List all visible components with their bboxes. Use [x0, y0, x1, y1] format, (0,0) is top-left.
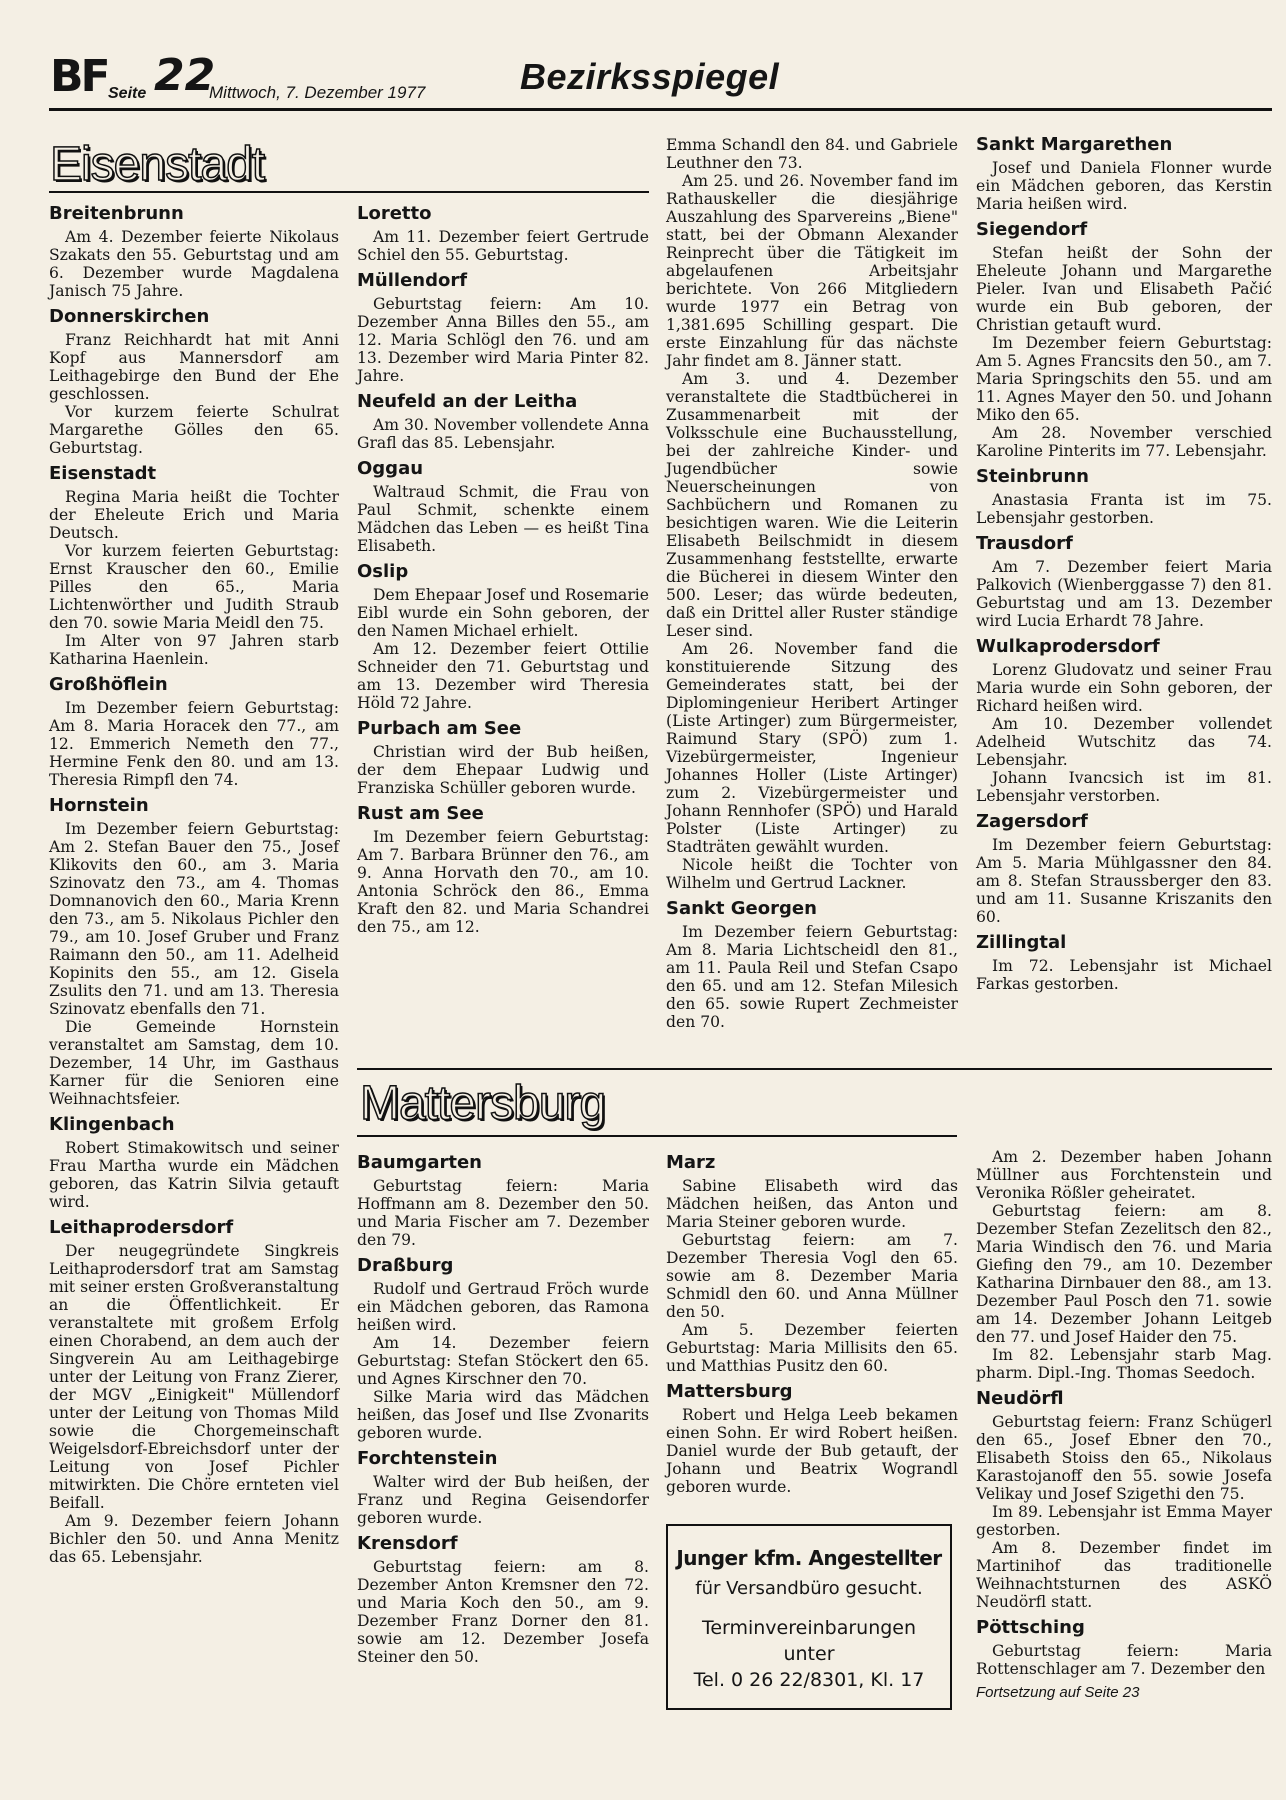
heading-sankt-margarethen: Sankt Margarethen: [976, 134, 1173, 155]
column-2: [357, 203, 649, 936]
paragraph: Im Dezember feiern Geburtstag: Am 2. Stefan Bauer den 75., Josef Klikovits den 60., am 3. Maria Szinovatz den 73., am 4. Thomas Domnanovich den 60., Maria Krenn den 73., am 5. Nikolaus Pichler den 79., am 10. Josef Gruber und Franz Raimann den 50., am 11. Adelheid Kopinits den 55., am 12. Gisela Zsulits den 71. und am 13. Theresia Szinovatz ebenfalls den 71.: [49, 820, 339, 1018]
paragraph: Am 7. Dezember feiert Maria Palkovich (Wienberggasse 7) den 81. Geburtstag und am 13. Dezember wird Lucia Erhardt 78 Jahre.: [976, 558, 1272, 630]
heading-steinbrunn: Steinbrunn: [976, 466, 1089, 487]
paragraph: Geburtstag feiern: am 7. Dezember Theresia Vogl den 65. sowie am 8. Dezember Maria Schmidl den 60. und Anna Müllner den 50.: [666, 1231, 958, 1321]
continuation-note: Fortsetzung auf Seite 23: [976, 1684, 1140, 1701]
paragraph: Johann Ivancsich ist im 81. Lebensjahr verstorben.: [976, 769, 1272, 805]
paragraph: Geburtstag feiern: Franz Schügerl den 65., Josef Ebner den 70., Elisabeth Stoiss den 65., Nikolaus Karastojanoff den 55. sowie Josefa Velikay und Josef Szigethi den 75.: [976, 1413, 1272, 1503]
paragraph: Im Dezember feiern Geburtstag: Am 7. Barbara Brünner den 76., am 9. Anna Horvath den 70., am 10. Antonia Schröck den 86., Emma Kraft den 82. und Maria Schandrei den 75., am 12.: [357, 828, 649, 936]
heading-leithaprodersdorf: Leithaprodersdorf: [49, 1217, 234, 1238]
paragraph: Robert Stimakowitsch und seiner Frau Martha wurde ein Mädchen geboren, das Katrin Silvia getauft wird.: [49, 1139, 339, 1211]
paragraph: Robert und Helga Leeb bekamen einen Sohn. Er wird Robert heißen. Daniel wurde der Bub getauft, der Johann und Beatrix Wograndl geboren wurde.: [666, 1406, 958, 1496]
heading-klingenbach: Klingenbach: [49, 1114, 175, 1135]
heading-purbach: Purbach am See: [357, 718, 522, 739]
heading-siegendorf: Siegendorf: [976, 219, 1088, 240]
heading-drassburg: Draßburg: [357, 1255, 454, 1276]
ad-headline: Junger kfm. Angestellter: [676, 1546, 942, 1570]
heading-muellendorf: Müllendorf: [357, 270, 468, 291]
eisenstadt-heading-rule: [49, 191, 649, 193]
classified-ad: [666, 1524, 952, 1710]
paragraph: Geburtstag feiern: Maria Hoffmann am 8. Dezember den 50. und Maria Fischer am 7. Dezember den 79.: [357, 1177, 649, 1249]
paragraph: Vor kurzem feierten Geburtstag: Ernst Krauscher den 60., Emilie Pilles den 65., Maria Lichtenwörther und Judith Straub den 70. sowie Maria Meidl den 75.: [49, 542, 339, 632]
paragraph: Dem Ehepaar Josef und Rosemarie Eibl wurde ein Sohn geboren, der den Namen Michael erhielt.: [357, 586, 649, 640]
paragraph: Im 89. Lebensjahr ist Emma Mayer gestorben.: [976, 1503, 1272, 1539]
paragraph: Am 30. November vollendete Anna Grafl das 85. Lebensjahr.: [357, 416, 649, 452]
heading-breitenbrunn: Breitenbrunn: [49, 203, 184, 224]
paragraph: Am 12. Dezember feiert Ottilie Schneider den 71. Geburtstag und am 13. Dezember wird Theresia Höld 72 Jahre.: [357, 640, 649, 712]
column-6: [666, 1152, 958, 1496]
heading-hornstein: Hornstein: [49, 795, 149, 816]
heading-trausdorf: Trausdorf: [976, 533, 1073, 554]
paragraph: Im 72. Lebensjahr ist Michael Farkas gestorben.: [976, 957, 1272, 993]
heading-zagersdorf: Zagersdorf: [976, 811, 1088, 832]
paragraph: Am 5. Dezember feierten Geburtstag: Maria Millisits den 65. und Matthias Pusitz den 60.: [666, 1321, 958, 1375]
heading-grosshoeflein: Großhöflein: [49, 674, 168, 695]
paragraph: Im 82. Lebensjahr starb Mag. pharm. Dipl.-Ing. Thomas Seedoch.: [976, 1346, 1272, 1382]
heading-sankt-georgen: Sankt Georgen: [666, 898, 817, 919]
ad-contact-label: Terminvereinbarungen: [701, 1617, 917, 1639]
paragraph: Am 10. Dezember vollendet Adelheid Wutschitz das 74. Lebensjahr.: [976, 715, 1272, 769]
heading-rust: Rust am See: [357, 803, 484, 824]
heading-oggau: Oggau: [357, 458, 424, 479]
page-label: Seite: [108, 85, 147, 102]
section-title: Bezirksspiegel: [520, 56, 780, 97]
paragraph: Am 2. Dezember haben Johann Müllner aus Forchtenstein und Veronika Rößler geheiratet.: [976, 1148, 1272, 1202]
section-heading-eisenstadt: Eisenstadt: [50, 138, 265, 191]
paragraph: Geburtstag feiern: Am 10. Dezember Anna Billes den 55., am 12. Maria Schlögl den 76. und am 13. Dezember wird Maria Pinter 82. Jahre.: [357, 295, 649, 385]
paragraph: Am 3. und 4. Dezember veranstaltete die Stadtbücherei in Zusammenarbeit mit der Volksschule eine Buchausstellung, bei der zahlreiche Kinder- und Jugendbücher sowie Neuerscheinungen von Sachbüchern und Romanen zu besichtigen waren. Wie die Leiterin Elisabeth Beilschmidt in diesem Zusammenhang feststellte, erwarte die Bücherei in diesem Winter den 500. Leser; das würde bedeuten, daß ein Drittel aller Ruster ständige Leser sind.: [666, 370, 958, 640]
paragraph: Der neugegründete Singkreis Leithaprodersdorf trat am Samstag mit seiner ersten Großveranstaltung an die Öffentlichkeit. Er veranstaltete mit großem Erfolg einen Chorabend, an dem auch der Singverein Au am Leithagebirge unter der Leitung von Franz Zierer, der MGV „Einigkeit" Müllendorf unter der Leitung von Thomas Mild sowie die Chorgemeinschaft Weigelsdorf-Ebreichsdorf unter der Leitung von Josef Pichler mitwirkten. Die Chöre ernteten viel Beifall.: [49, 1242, 339, 1512]
paragraph: Sabine Elisabeth wird das Mädchen heißen, das Anton und Maria Steiner geboren wurde.: [666, 1177, 958, 1231]
column-4: [976, 134, 1272, 993]
masthead-brand: BF: [50, 51, 108, 102]
heading-zillingtal: Zillingtal: [976, 932, 1067, 953]
paragraph: Vor kurzem feierte Schulrat Margarethe Gölles den 65. Geburtstag.: [49, 403, 339, 457]
column-1: [49, 203, 339, 1566]
paragraph: Geburtstag feiern: am 8. Dezember Stefan Zezelitsch den 82., Maria Windisch den 76. und Maria Giefing den 79., am 10. Dezember Katharina Dirnbauer den 88., am 13. Dezember Paul Posch den 71. sowie am 14. Dezember Johann Leitgeb den 77. und Josef Haider den 75.: [976, 1202, 1272, 1346]
column-5: [357, 1152, 649, 1666]
paragraph: Am 26. November fand die konstituierende Sitzung des Gemeinderates statt, bei der Diplomingenieur Heribert Artinger (Liste Artinger) zum Bürgermeister, Raimund Stary (SPÖ) zum 1. Vizebürgermeister, Ingenieur Johannes Holler (Liste Artinger) zum 2. Vizebürgermeister und Johann Rennhofer (SPÖ) und Harald Polster (Liste Artinger) zu Stadträten gewählt wurden.: [666, 640, 958, 856]
paragraph: Rudolf und Gertraud Fröch wurde ein Mädchen geboren, das Ramona heißen wird.: [357, 1280, 649, 1334]
paragraph: Im Dezember feiern Geburtstag: Am 5. Agnes Francsits den 50., am 7. Maria Springschits den 55. und am 11. Agnes Mayer den 50. und Johann Miko den 65.: [976, 334, 1272, 424]
heading-marz: Marz: [666, 1152, 716, 1173]
paragraph: Am 14. Dezember feiern Geburtstag: Stefan Stöckert den 65. und Agnes Kirschner den 70.: [357, 1334, 649, 1388]
heading-oslip: Oslip: [357, 561, 409, 582]
heading-loretto: Loretto: [357, 203, 432, 224]
paragraph: Christian wird der Bub heißen, der dem Ehepaar Ludwig und Franziska Schüller geboren wurde.: [357, 743, 649, 797]
paragraph: Geburtstag feiern: am 8. Dezember Anton Kremsner den 72. und Maria Koch den 50., am 9. Dezember Franz Dorner den 81. sowie am 12. Dezember Josefa Steiner den 50.: [357, 1558, 649, 1666]
paragraph: Am 9. Dezember feiern Johann Bichler den 50. und Anna Menitz das 65. Lebensjahr.: [49, 1512, 339, 1566]
heading-neudoerfl: Neudörfl: [976, 1388, 1064, 1409]
paragraph: Nicole heißt die Tochter von Wilhelm und Gertrud Lackner.: [666, 856, 958, 892]
masthead-rule: [49, 108, 1272, 111]
heading-krensdorf: Krensdorf: [357, 1533, 458, 1554]
paragraph: Waltraud Schmit, die Frau von Paul Schmit, schenkte einem Mädchen das Leben — es heißt Tina Elisabeth.: [357, 483, 649, 555]
paragraph: Stefan heißt der Sohn der Eheleute Johann und Margarethe Pieler. Ivan und Elisabeth Pačić wurde ein Bub geboren, der Christian getauft wurd.: [976, 244, 1272, 334]
ad-phone: Tel. 0 26 22/8301, Kl. 17: [693, 1669, 925, 1691]
paragraph-continued: Emma Schandl den 84. und Gabriele Leuthner den 73.: [666, 136, 958, 172]
paragraph: Josef und Daniela Flonner wurde ein Mädchen geboren, das Kerstin Maria heißen wird.: [976, 159, 1272, 213]
page-number: 22: [154, 50, 216, 101]
heading-poettsching: Pöttsching: [976, 1617, 1085, 1638]
paragraph: Im Dezember feiern Geburtstag: Am 8. Maria Horacek den 77., am 12. Emmerich Nemeth den 77., Hermine Fenk den 80. und am 13. Theresia Rimpfl den 74.: [49, 699, 339, 789]
column-7: [976, 1148, 1272, 1702]
paragraph: Im Dezember feiern Geburtstag: Am 8. Maria Lichtscheidl den 81., am 11. Paula Reil und Stefan Csapo den 65. und am 12. Stefan Milesich den 65. sowie Rupert Zechmeister den 70.: [666, 923, 958, 1031]
paragraph: Am 11. Dezember feiert Gertrude Schiel den 55. Geburtstag.: [357, 228, 649, 264]
heading-mattersburg: Mattersburg: [666, 1381, 793, 1402]
paragraph: Im Alter von 97 Jahren starb Katharina Haenlein.: [49, 632, 339, 668]
paragraph: Am 25. und 26. November fand im Rathauskeller die diesjährige Auszahlung des Sparvereins „Biene" statt, bei der Obmann Alexander Reinprecht über die Tätigkeit im abgelaufenen Arbeitsjahr berichtete. Von 266 Mitgliedern wurde 1977 ein Betrag von 1,381.695 Schilling gespart. Die erste Einzahlung für das nächste Jahr findet am 8. Jänner statt.: [666, 172, 958, 370]
section-heading-mattersburg: Mattersburg: [360, 1077, 606, 1130]
paragraph: Am 4. Dezember feierte Nikolaus Szakats den 55. Geburtstag und am 6. Dezember wurde Magdalena Janisch 75 Jahre.: [49, 228, 339, 300]
paragraph: Walter wird der Bub heißen, der Franz und Regina Geisendorfer geboren wurde.: [357, 1473, 649, 1527]
ad-contact-connector: unter: [783, 1643, 835, 1665]
paragraph: Anastasia Franta ist im 75. Lebensjahr gestorben.: [976, 491, 1272, 527]
section-divider-rule: [357, 1068, 1272, 1070]
paragraph: Geburtstag feiern: Maria Rottenschlager am 7. Dezember den: [976, 1642, 1272, 1678]
heading-wulkaprodersdorf: Wulkaprodersdorf: [976, 636, 1160, 657]
ad-subline: für Versandbüro gesucht.: [695, 1578, 923, 1599]
paragraph: Die Gemeinde Hornstein veranstaltet am Samstag, dem 10. Dezember, 14 Uhr, im Gasthaus Karner für die Senioren eine Weihnachtsfeier.: [49, 1018, 339, 1108]
paragraph: Am 8. Dezember findet im Martinihof das traditionelle Weihnachtsturnen des ASKÖ Neudörfl statt.: [976, 1539, 1272, 1611]
paragraph: Silke Maria wird das Mädchen heißen, das Josef und Ilse Zvonarits geboren wurde.: [357, 1388, 649, 1442]
paragraph: Lorenz Gludovatz und seiner Frau Maria wurde ein Sohn geboren, der Richard heißen wird.: [976, 661, 1272, 715]
column-3: [666, 136, 958, 1031]
mattersburg-heading-rule: [357, 1135, 957, 1137]
issue-date: Mittwoch, 7. Dezember 1977: [209, 83, 426, 102]
heading-donnerskirchen: Donnerskirchen: [49, 306, 210, 327]
heading-eisenstadt: Eisenstadt: [49, 463, 157, 484]
paragraph: Am 28. November verschied Karoline Pinterits im 77. Lebensjahr.: [976, 424, 1272, 460]
paragraph: Im Dezember feiern Geburtstag: Am 5. Maria Mühlgassner den 84. am 8. Stefan Straussberger den 83. und am 11. Susanne Kriszanits den 60.: [976, 836, 1272, 926]
paragraph: Regina Maria heißt die Tochter der Eheleute Erich und Maria Deutsch.: [49, 488, 339, 542]
heading-forchtenstein: Forchtenstein: [357, 1448, 498, 1469]
heading-baumgarten: Baumgarten: [357, 1152, 482, 1173]
heading-neufeld: Neufeld an der Leitha: [357, 391, 578, 412]
paragraph: Franz Reichhardt hat mit Anni Kopf aus Mannersdorf am Leithagebirge den Bund der Ehe geschlossen.: [49, 331, 339, 403]
